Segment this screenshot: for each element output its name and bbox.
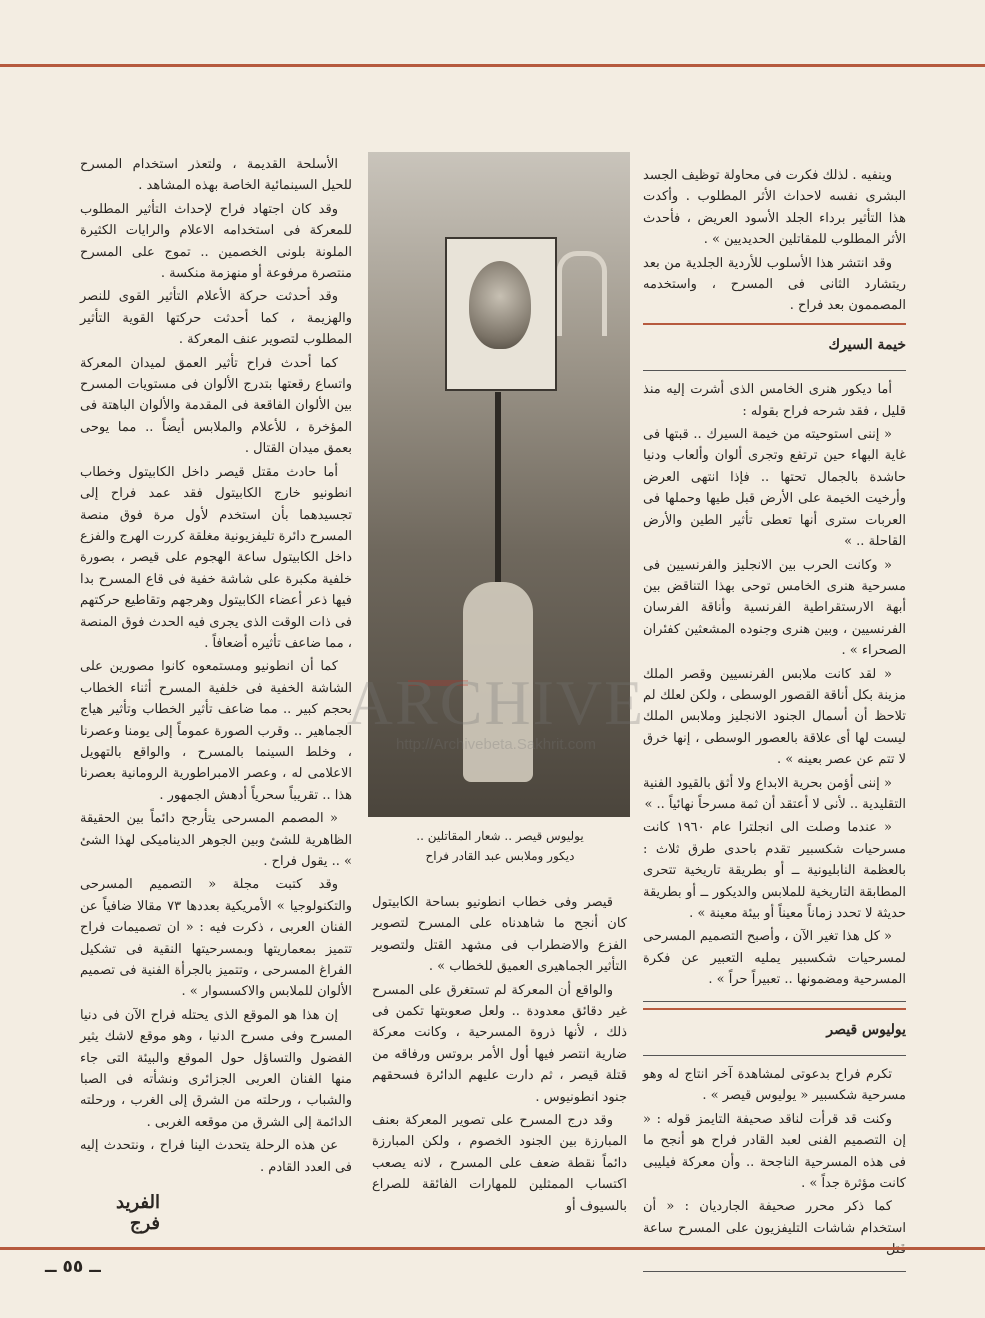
- paragraph: إن هذا هو الموقع الذى يحتله فراح الآن فى دنيا المسرح وفى مسرح الدنيا ، وهو موقع لاشك يثير الفضول والتساؤل حول الموقع والبيئة التى جاء منها الفنان العربى الجزائرى ونشأته فى الصبا والشباب ، ورحلته من الشرق إلى الغرب ، ورحلته الدائمة إلى الشرق من موقعه الغربى .: [80, 1007, 352, 1130]
- paragraph: أما حادث مقتل قيصر داخل الكابيتول وخطاب انطونيو خارج الكابيتول فقد عمد فراح إلى تجسيدهما بأن استخدم لأول مرة فوق منصة المسرح دائرة تليفزيونية مغلقة كررت الهرج والفزع داخل الكابيتول ساعة الهجوم على قيصر ، بصورة خلفية مكبرة على شاشة خفية فى قاع المسرح بدا فيها ذعر أعضاء الكابيتول وهرجهم وتقاطيع حركتهم فى ذات الوقت الذى يجرى فيه الحدث فوق المنصة ، مما ضاعف تأثيره أضعافاً .: [80, 464, 352, 651]
- paragraph: وقد درج المسرح على تصوير المعركة بعنف المبارزة بين الجنود الخصوم ، ولكن المبارزة دائماً نقطة ضعف على المسرح ، لانه يصعب اكتساب الممثلين للمهارات الفائقة للصراع بالسيوف أو: [372, 1113, 627, 1214]
- portrait-face: [469, 261, 531, 349]
- paragraph: الأسلحة القديمة ، ولتعذر استخدام المسرح للحيل السينمائية الخاصة بهذه المشاهد .: [80, 157, 352, 194]
- paragraph: وقد انتشر هذا الأسلوب للأردية الجلدية من بعد ريتشارد الثانى فى المسرح ، واستخدمه المصممون بعد فراح .: [643, 255, 906, 314]
- watermark-text: ARCHIVE: [346, 667, 646, 738]
- paragraph: « المصمم المسرحى يتأرجح دائماً بين الحقيقة الظاهرية للشئ وبين الجوهر الديناميكى لهذا الشئ » .. يقول فراح .: [80, 811, 352, 869]
- paragraph: « إننى استوحيته من خيمة السيرك .. قبتها فى غاية البهاء حين ترتفع وتجرى ألوان وألعاب ودنيا حاشدة بالجمال تحتها .. فإذا انتهى العرض وأرخيت الخيمة على الأرض قبل طيها وحملها فى العربات سترى أنها تعطى تأثير الطين والأرض القاحلة .. »: [643, 427, 906, 550]
- paragraph: وقد أحدثت حركة الأعلام التأثير القوى للنصر والهزيمة ، كما أحدثت حركتها القوية التأثير المطلوب لتصوير عنف المعركة .: [80, 289, 352, 348]
- paragraph: وينفيه . لذلك فكرت فى محاولة توظيف الجسد البشرى نفسه لاحداث الأثر المطلوب . وأكدت هذا التأثير برداء الجلد الأسود العريض ، فأحدث الأثر المطلوب للمقاتلين الحديديين » .: [643, 168, 906, 248]
- paragraph: « لقد كانت ملابس الفرنسيين وقصر الملك مزينة بكل أناقة القصور الوسطى ، ولكن لعلك لم تلاحظ أن أسمال الجنود الانجليز وملابس الملك ليست لها أى علاقة بالعصور الوسطى ، إنها خرق لا تتم عن عصر بعينه » .: [643, 666, 906, 768]
- actor-figure: [463, 582, 533, 782]
- photo-caption: [390, 826, 610, 866]
- paragraph: تكرم فراح بدعوتى لمشاهدة آخر انتاج له وهو مسرحية شكسبير « يوليوس قيصر » .: [643, 1067, 906, 1104]
- paragraph: عن هذه الرحلة يتحدث الينا فراح ، ونتحدث إليه فى العدد القادم .: [80, 1138, 352, 1175]
- paragraph: وكنت قد قرأت لناقد صحيفة التايمز قوله : « إن التصميم الفنى لعبد القادر فراح هو أنجح ما فى هذه المسرحية الناجحة .. وأن معركة فيليبى كانت مؤثرة جداً » .: [643, 1111, 906, 1192]
- paragraph: قيصر وفى خطاب انطونيو بساحة الكابيتول كان أنجح ما شاهدناه على المسرح لتصوير الفزع والاضطراب فى مشهد القتل ولتصوير التأثير الجماهيرى العميق للخطاب » .: [372, 895, 627, 975]
- paragraph: وقد كتبت مجلة « التصميم المسرحى والتكنولوجيا » الأمريكية بعددها ٧٣ مقالا ضافياً عن الفنان العربى ، ذكرت فيه : « ان تصميمات فراح تتميز بمعماريتها وبمسرحيتها النقية فى تشكيل الفراغ المسرحى ، وتتميز بالجرأة الفنية فى تصميم الألوان للملابس والاكسسوار » .: [80, 877, 353, 1000]
- section-heading-circus-tent: خيمة السيرك: [643, 323, 906, 362]
- bottom-rule: [0, 1247, 985, 1250]
- paragraph: « عندما وصلت الى انجلترا عام ١٩٦٠ كانت مسرحيات شكسبير تقدم باحدى طرق ثلاث : بالعظمة النابليونية ــ أو بطريقة تاريخية تتحرى المطابقة التاريخية للملابس والديكور ــ أو بطريقة حديثة لا تحدد زماناً معيناً أو بيئة معينة » .: [643, 820, 906, 921]
- paragraph: « وكانت الحرب بين الانجليز والفرنسيين فى مسرحية هنرى الخامس توحى بهذا التناقض بين أبهة الارستقراطية الفرنسية وأناقة الفرسان الفرنسيين ، وبين هنرى وجنوده المشعثين كفئران الصحراء » .: [643, 557, 906, 659]
- paragraph: كما أحدث فراح تأثير العمق لميدان المعركة واتساع رقعتها بتدرج الألوان فى مستويات المسرح بين الألوان الفاقعة فى المقدمة والألوان الباهتة فى المؤخرة ، للأعلام والملابس أيضاً .. مما يوحى بعمق ميدان القتال .: [80, 355, 352, 457]
- banner-with-portrait: [445, 237, 557, 391]
- section-julius-caesar-body: [643, 1055, 906, 1272]
- author-signature: الفريد فرج: [116, 1192, 160, 1234]
- caption-line: ديكور وملابس عبد القادر فراح: [425, 849, 575, 863]
- paragraph: وقد كان اجتهاد فراح لإحداث التأثير المطلوب للمعركة فى استخدامه الاعلام والرايات الكثيرة الملونة بلونى الخصمين .. تموج على المسرح منتصرة مرفوعة أو منهزمة منكسة .: [80, 201, 352, 282]
- paragraph: « إننى أؤمن بحرية الابداع ولا أثق بالقيود الفنية التقليدية .. لأنى لا أعتقد أن ثمة مسرحاً نهائياً .. »: [643, 775, 906, 812]
- paragraph: كما أن انطونيو ومستمعوه كانوا مصورين على الشاشة الخفية فى خلفية المسرح أثناء الخطاب بحجم كبير .. مما ضاعف تأثير الخطاب وتأثير هياج الجماهير .. وقرب الصورة عموماً إلى يومنا وعصرنا ، وخلط السينما بالمسرح ، والواقع بالتهويل الاعلامى له ، وعصر الامبراطورية الرومانية بعصرنا هذا .. تقريباً سحرياً أدهش الجمهور .: [80, 659, 352, 803]
- left-column: [80, 154, 352, 1184]
- section-heading-julius-caesar: يوليوس قيصر: [643, 1008, 906, 1047]
- emblem-icon: [557, 251, 607, 336]
- caption-line: يوليوس قيصر .. شعار المقاتلين ..: [416, 829, 584, 843]
- stage-photo: [368, 152, 630, 817]
- paragraph: والواقع أن المعركة لم تستغرق على المسرح غير دقائق معدودة .. ولعل صعوبتها تكمن فى ذلك ، لأنها ذروة المسرحية ، وكانت معركة ضارية انتصر فيها أول الأمر بروتس ورفاقه من قتلة قيصر ، ثم دارت عليهم الدائرة فسحقهم جنود انطونيوس .: [372, 982, 627, 1105]
- paragraph: « كل هذا تغير الآن ، وأصبح التصميم المسرحى لمسرحيات شكسبير يمليه التعبير عن فكرة المسرحية ومضمونها .. تعبيراً حراً » .: [643, 929, 906, 988]
- top-rule: [0, 64, 985, 67]
- page-number: ــ ٥٥ ــ: [45, 1257, 101, 1277]
- middle-column: [372, 892, 627, 1242]
- section-circus-tent-body: [643, 370, 906, 1001]
- right-column: [643, 165, 906, 1235]
- paragraph: كما ذكر محرر صحيفة الجارديان : « أن استخدام شاشات التليفزيون على المسرح ساعة: [643, 1199, 906, 1236]
- banner-pole: [495, 392, 501, 582]
- watermark-url: http://Archivebeta.Sakhrit.com: [395, 736, 597, 753]
- paragraph: أما ديكور هنرى الخامس الذى أشرت إليه منذ قليل ، فقد شرحه فراح بقوله :: [643, 382, 906, 419]
